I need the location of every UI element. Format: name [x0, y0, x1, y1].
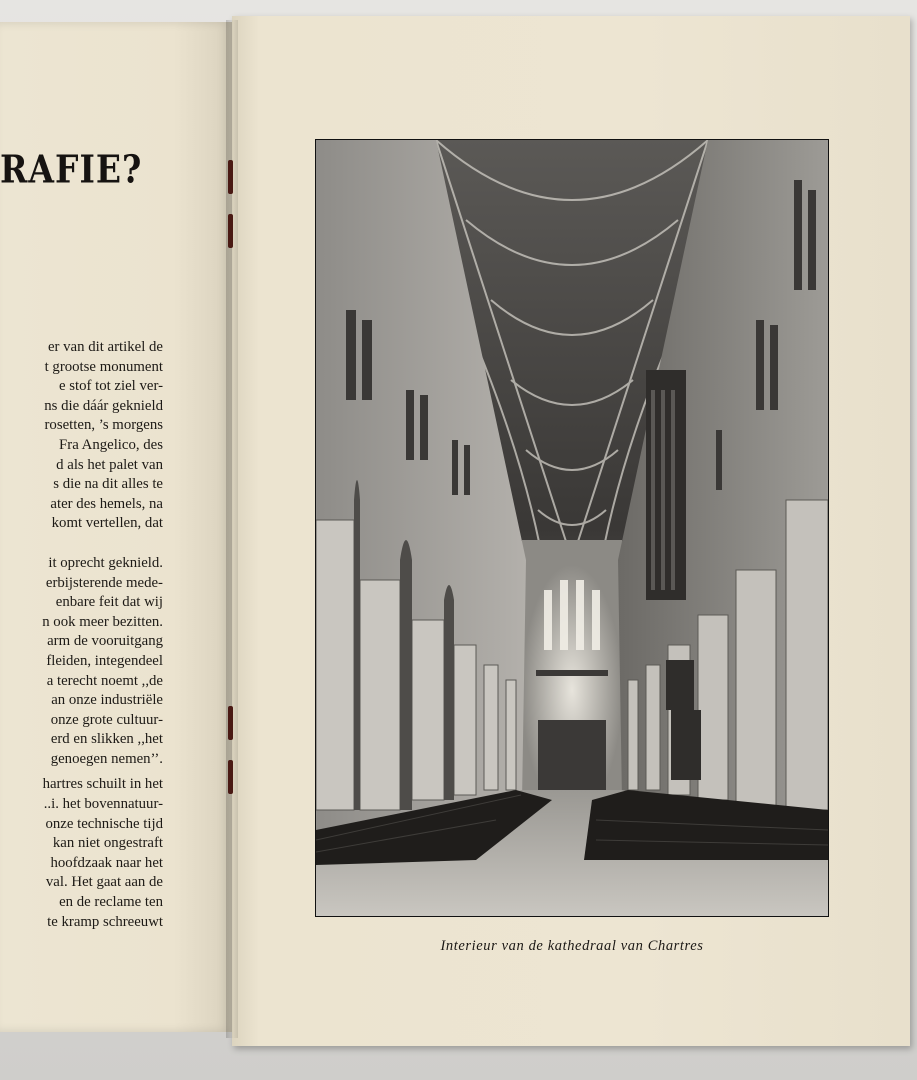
text-line: ater des hemels, na [50, 495, 163, 512]
text-line: erbijsterende mede- [45, 574, 163, 591]
text-line: t grootse monument [44, 358, 163, 375]
text-line: an onze industriële [51, 692, 163, 709]
text-line: a terecht noemt ,,de [46, 672, 163, 689]
text-line: n ook meer bezitten. [42, 613, 163, 630]
body-text-column [0, 338, 163, 932]
text-line: te kramp schreeuwt [47, 913, 163, 930]
text-line: hartres schuilt in het [42, 776, 163, 793]
text-line: erd en slikken ,,het [50, 731, 163, 748]
cathedral-interior-illustration [316, 140, 828, 916]
text-line: er van dit artikel de [47, 339, 163, 355]
text-line: s die na dit alles te [53, 476, 163, 493]
left-page [0, 22, 232, 1032]
text-line: kan niet ongestraft [52, 835, 163, 852]
text-line: ns die dáár geknield [44, 397, 163, 414]
text-line: rosetten, ’s morgens [44, 417, 163, 434]
text-line: e stof tot ziel ver- [58, 378, 163, 395]
cathedral-photo [316, 140, 828, 916]
paragraph-gap [0, 534, 163, 554]
text-line: fleiden, integendeel [46, 652, 163, 669]
text-line: hoofdzaak naar het [50, 854, 163, 871]
article-heading: RAFIE? [0, 147, 143, 192]
text-line: it oprecht geknield. [48, 554, 163, 571]
photo-caption: Interieur van de kathedraal van Chartres [440, 938, 704, 954]
binding-stitch [228, 160, 233, 194]
binding-stitch [228, 706, 233, 740]
text-line: onze grote cultuur- [50, 711, 163, 728]
text-line: enbare feit dat wij [55, 594, 163, 611]
text-line: komt vertellen, dat [51, 515, 163, 532]
text-line: genoegen nemen’’. [50, 750, 163, 767]
binding-stitch [228, 214, 233, 248]
binding-stitch [228, 760, 233, 794]
text-line: arm de vooruitgang [47, 633, 163, 650]
text-line: onze technische tijd [45, 815, 163, 832]
text-line: d als het palet van [56, 456, 163, 473]
text-line: Fra Angelico, des [59, 436, 163, 453]
text-line: ..i. het bovennatuur- [43, 796, 163, 813]
text-line: val. Het gaat aan de [45, 874, 163, 891]
text-line: en de reclame ten [59, 894, 163, 911]
